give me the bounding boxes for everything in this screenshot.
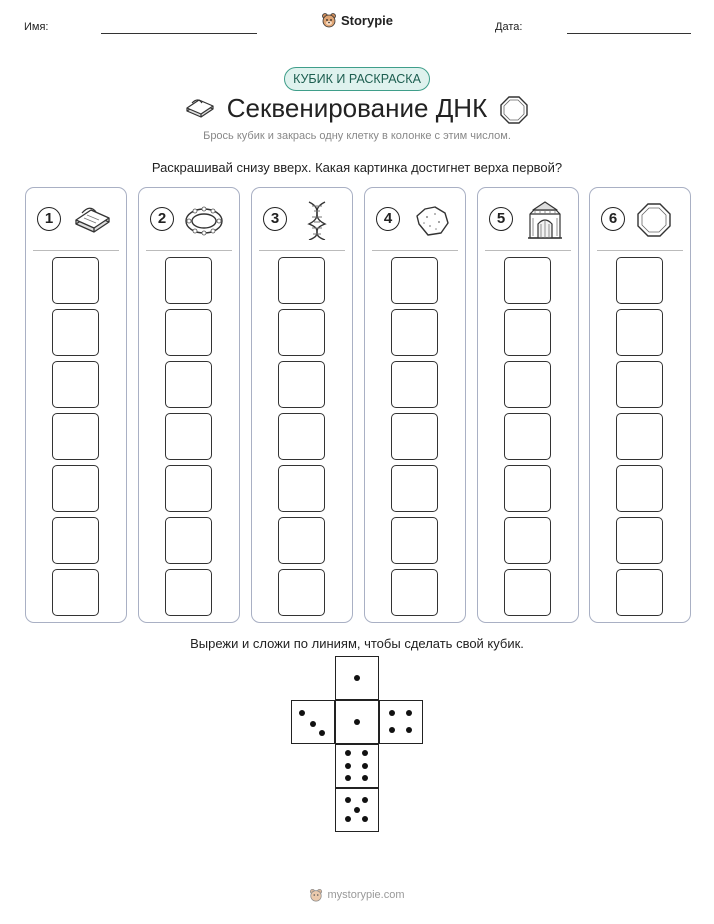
color-cell[interactable] (504, 413, 551, 460)
dice-pip (389, 727, 395, 733)
bear-icon (309, 888, 323, 902)
color-cell[interactable] (52, 257, 99, 304)
color-cell[interactable] (52, 309, 99, 356)
octagon-icon (636, 202, 672, 243)
dice-pip (310, 721, 316, 727)
color-cell[interactable] (616, 257, 663, 304)
column-divider (597, 250, 683, 251)
date-label: Дата: (495, 21, 523, 33)
column-divider (485, 250, 571, 251)
dice-face (379, 700, 423, 744)
dice-pip (389, 710, 395, 716)
color-cell[interactable] (391, 361, 438, 408)
color-cell[interactable] (616, 517, 663, 564)
rock-icon (413, 204, 451, 243)
column-header (478, 188, 578, 250)
logo (0, 12, 714, 33)
color-cell[interactable] (278, 413, 325, 460)
dice-pip (345, 797, 351, 803)
column-5 (477, 187, 579, 623)
column-2 (138, 187, 240, 623)
color-cell[interactable] (52, 413, 99, 460)
column-divider (372, 250, 458, 251)
color-cell[interactable] (165, 465, 212, 512)
column-number: 2 (150, 207, 174, 231)
dice-pip (345, 750, 351, 756)
color-cell[interactable] (391, 309, 438, 356)
dice-face (335, 788, 379, 832)
dice-face (335, 744, 379, 788)
color-cell[interactable] (616, 413, 663, 460)
color-cell[interactable] (165, 257, 212, 304)
page-title: Секвенирование ДНК (226, 93, 488, 123)
color-cell[interactable] (504, 517, 551, 564)
column-number: 6 (601, 207, 625, 231)
instruction: Раскрашивай снизу вверх. Какая картинка достигнет верха первой? (151, 160, 563, 175)
column-number: 3 (263, 207, 287, 231)
color-cell[interactable] (616, 361, 663, 408)
dice-pip (345, 775, 351, 781)
color-cell[interactable] (52, 569, 99, 616)
dice-pip (354, 807, 360, 813)
color-cell[interactable] (616, 569, 663, 616)
dice-pip (345, 763, 351, 769)
color-cell[interactable] (391, 413, 438, 460)
color-cell[interactable] (504, 569, 551, 616)
dice-pip (406, 710, 412, 716)
color-cell[interactable] (165, 413, 212, 460)
column-divider (33, 250, 119, 251)
color-cell[interactable] (52, 465, 99, 512)
footer (0, 888, 714, 907)
column-number: 4 (376, 207, 400, 231)
color-cell[interactable] (616, 465, 663, 512)
name-label: Имя: (24, 21, 49, 33)
dice-pip (319, 730, 325, 736)
color-cell[interactable] (504, 465, 551, 512)
octagon-icon (499, 95, 529, 125)
dice-pip (354, 719, 360, 725)
column-3 (251, 187, 353, 623)
cut-instruction: Вырежи и сложи по линиям, чтобы сделать свой кубик. (190, 636, 524, 651)
color-cell[interactable] (165, 361, 212, 408)
color-cell[interactable] (278, 569, 325, 616)
temple-icon (526, 200, 564, 245)
name-line (101, 33, 257, 34)
column-header (26, 188, 126, 250)
color-cell[interactable] (391, 569, 438, 616)
book-icon (72, 202, 112, 243)
color-cell[interactable] (504, 309, 551, 356)
color-cell[interactable] (165, 309, 212, 356)
color-cell[interactable] (52, 361, 99, 408)
subtitle: Брось кубик и закрась одну клетку в колонке с этим числом. (203, 130, 511, 142)
bear-icon (321, 12, 337, 28)
dice-pip (362, 797, 368, 803)
color-cell[interactable] (391, 465, 438, 512)
date-line (567, 33, 691, 34)
column-header (139, 188, 239, 250)
color-cell[interactable] (165, 569, 212, 616)
dice-pip (354, 675, 360, 681)
dice-pip (362, 775, 368, 781)
column-divider (259, 250, 345, 251)
color-cell[interactable] (278, 361, 325, 408)
column-header (365, 188, 465, 250)
color-cell[interactable] (278, 309, 325, 356)
column-header (590, 188, 690, 250)
color-cell[interactable] (504, 257, 551, 304)
column-6 (589, 187, 691, 623)
dice-pip (362, 816, 368, 822)
logo-text: Storypie (340, 12, 393, 28)
dice-pip (406, 727, 412, 733)
dice-face (335, 656, 379, 700)
color-cell[interactable] (52, 517, 99, 564)
dice-pip (345, 816, 351, 822)
color-cell[interactable] (391, 517, 438, 564)
color-cell[interactable] (616, 309, 663, 356)
dice-face (291, 700, 335, 744)
column-4 (364, 187, 466, 623)
color-cell[interactable] (165, 517, 212, 564)
color-cell[interactable] (278, 257, 325, 304)
color-cell[interactable] (391, 257, 438, 304)
ring-icon (183, 203, 225, 244)
column-1 (25, 187, 127, 623)
column-divider (146, 250, 232, 251)
dice-pip (299, 710, 305, 716)
footer-url: mystorypie.com (327, 889, 405, 901)
dice-pip (362, 750, 368, 756)
color-cell[interactable] (278, 465, 325, 512)
dna-icon (304, 200, 330, 245)
category-badge: КУБИК И РАСКРАСКА (284, 67, 430, 91)
color-cell[interactable] (504, 361, 551, 408)
column-header (252, 188, 352, 250)
dice-pip (362, 763, 368, 769)
color-cell[interactable] (278, 517, 325, 564)
column-number: 1 (37, 207, 61, 231)
dice-face (335, 700, 379, 744)
column-number: 5 (489, 207, 513, 231)
